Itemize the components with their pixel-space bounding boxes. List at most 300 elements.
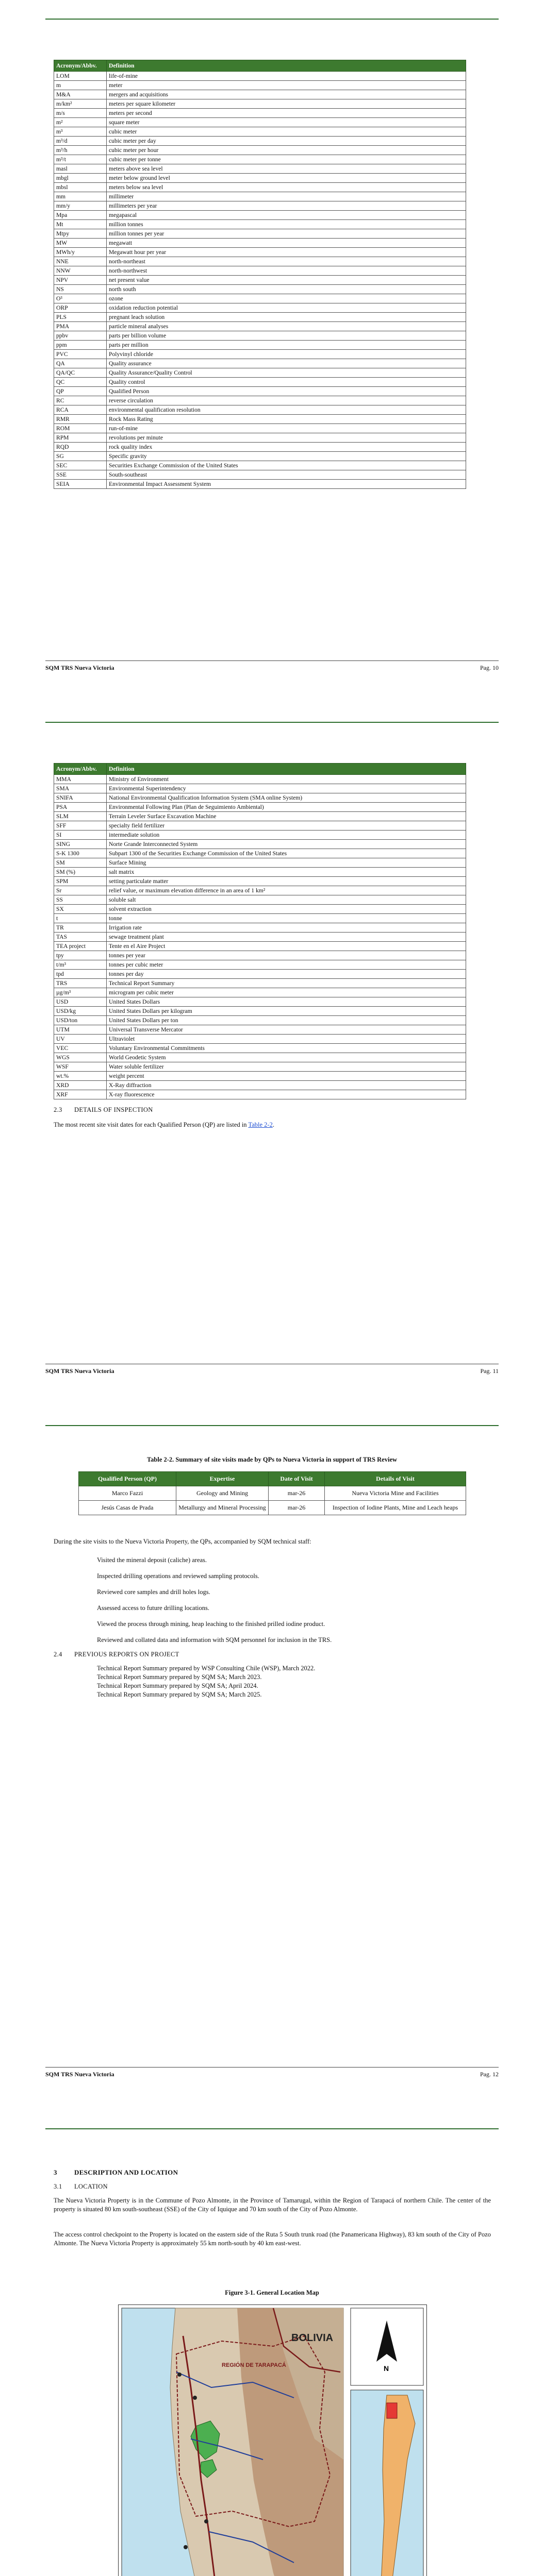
acronym-cell: QP bbox=[54, 387, 107, 396]
definition-cell: Ultraviolet bbox=[107, 1035, 466, 1044]
table-row bbox=[54, 461, 466, 470]
map-label-region: REGIÓN DE TARAPACÁ bbox=[222, 2362, 286, 2368]
definition-cell: reverse circulation bbox=[107, 396, 466, 405]
page-12 bbox=[0, 1406, 544, 2110]
table-row bbox=[54, 849, 466, 858]
definition-cell: Surface Mining bbox=[107, 858, 466, 868]
table-row bbox=[54, 1007, 466, 1016]
table-row bbox=[79, 1501, 466, 1515]
definition-cell: soluble salt bbox=[107, 895, 466, 905]
acronym-cell: SNIFA bbox=[54, 793, 107, 803]
list-item: Technical Report Summary prepared by SQM SA; March 2025. bbox=[97, 1691, 262, 1698]
definition-cell: Irrigation rate bbox=[107, 923, 466, 933]
page-footer bbox=[45, 660, 499, 674]
table-row bbox=[54, 970, 466, 979]
definition-cell: tonnes per year bbox=[107, 951, 466, 960]
definition-cell: cubic meter per tonne bbox=[107, 155, 466, 164]
table-row bbox=[54, 1053, 466, 1062]
definition-cell: cubic meter per day bbox=[107, 137, 466, 146]
acronym-cell: NNE bbox=[54, 257, 107, 266]
acronym-cell: PLS bbox=[54, 313, 107, 322]
table-row bbox=[54, 1081, 466, 1090]
table-row bbox=[54, 90, 466, 99]
acronym-cell: SX bbox=[54, 905, 107, 914]
acronym-cell: SG bbox=[54, 452, 107, 461]
site-visit-activities-list bbox=[97, 1556, 332, 1652]
section-heading-3-1: 3.1 LOCATION bbox=[54, 2183, 108, 2190]
table-caption: Table 2-2. Summary of site visits made by QPs to Nueva Victoria in support of TRS Review bbox=[146, 1456, 398, 1463]
definition-cell: cubic meter per hour bbox=[107, 146, 466, 155]
definition-cell: intermediate solution bbox=[107, 831, 466, 840]
definition-cell: World Geodetic System bbox=[107, 1053, 466, 1062]
table-row bbox=[54, 285, 466, 294]
definition-cell: Securities Exchange Commission of the United States bbox=[107, 461, 466, 470]
definition-cell: rock quality index bbox=[107, 443, 466, 452]
acronym-cell: m³/t bbox=[54, 155, 107, 164]
definition-cell: relief value, or maximum elevation difference in an area of 1 km² bbox=[107, 886, 466, 895]
definition-cell: tonnes per day bbox=[107, 970, 466, 979]
definition-cell: Specific gravity bbox=[107, 452, 466, 461]
acronym-cell: PMA bbox=[54, 322, 107, 331]
definition-cell: meters per second bbox=[107, 109, 466, 118]
acronym-cell: SS bbox=[54, 895, 107, 905]
acronym-cell: mm/y bbox=[54, 201, 107, 211]
general-location-map bbox=[118, 2304, 427, 2576]
table-row bbox=[54, 201, 466, 211]
acronym-cell: TAS bbox=[54, 933, 107, 942]
acronym-cell: µg/m³ bbox=[54, 988, 107, 997]
qp-expertise: Geology and Mining bbox=[176, 1486, 269, 1501]
acronym-cell: PSA bbox=[54, 803, 107, 812]
qp-name: Marco Fazzi bbox=[79, 1486, 176, 1501]
table-row bbox=[54, 303, 466, 313]
list-item: Technical Report Summary prepared by WSP Consulting Chile (WSP), March 2022. bbox=[97, 1665, 316, 1672]
definition-cell: north-northeast bbox=[107, 257, 466, 266]
settlement-icon bbox=[193, 2396, 197, 2400]
table-row bbox=[54, 960, 466, 970]
page-header-rule bbox=[45, 722, 499, 727]
inspection-paragraph: The most recent site visit dates for each Qualified Person (QP) are listed in Table 2-2. bbox=[54, 1121, 274, 1128]
table-row bbox=[54, 1016, 466, 1025]
acronym-cell: m³/d bbox=[54, 137, 107, 146]
page-header-rule bbox=[45, 2128, 499, 2133]
table-header-acronym: Acronym/Abbv. bbox=[54, 60, 107, 72]
definition-cell: megapascal bbox=[107, 211, 466, 220]
table-header-acronym: Acronym/Abbv. bbox=[54, 764, 107, 775]
definition-cell: north south bbox=[107, 285, 466, 294]
definition-cell: megawatt bbox=[107, 239, 466, 248]
definition-cell: square meter bbox=[107, 118, 466, 127]
definition-cell: Technical Report Summary bbox=[107, 979, 466, 988]
table-row bbox=[54, 266, 466, 276]
acronym-cell: MMA bbox=[54, 775, 107, 784]
settlement-icon bbox=[184, 2545, 188, 2549]
section-heading-2-3: 2.3 DETAILS OF INSPECTION bbox=[54, 1106, 153, 1113]
site-visits-table bbox=[78, 1471, 466, 1515]
table-row bbox=[54, 793, 466, 803]
page-13 bbox=[0, 2110, 544, 2576]
definition-cell: sewage treatment plant bbox=[107, 933, 466, 942]
page-number: Pag. 12 bbox=[480, 2071, 499, 2078]
table-header-expertise: Expertise bbox=[176, 1472, 269, 1486]
visit-date: mar-26 bbox=[269, 1486, 325, 1501]
acronym-cell: Mtpy bbox=[54, 229, 107, 239]
acronym-cell: XRF bbox=[54, 1090, 107, 1099]
table-row bbox=[54, 979, 466, 988]
acronym-cell: UTM bbox=[54, 1025, 107, 1035]
table-row bbox=[54, 452, 466, 461]
table-row bbox=[54, 812, 466, 821]
page-10 bbox=[0, 0, 544, 703]
acronym-cell: SI bbox=[54, 831, 107, 840]
table-row bbox=[54, 821, 466, 831]
table-row bbox=[54, 155, 466, 164]
acronym-cell: t bbox=[54, 914, 107, 923]
definition-cell: mergers and acquisitions bbox=[107, 90, 466, 99]
definition-cell: million tonnes bbox=[107, 220, 466, 229]
table-row bbox=[79, 1486, 466, 1501]
definition-cell: Megawatt hour per year bbox=[107, 248, 466, 257]
table-row bbox=[54, 239, 466, 248]
acronyms-table bbox=[54, 60, 466, 489]
table-row bbox=[54, 387, 466, 396]
acronym-cell: QC bbox=[54, 378, 107, 387]
acronym-cell: RCA bbox=[54, 405, 107, 415]
location-paragraph-2: The access control checkpoint to the Property is located on the eastern side of the Ruta 5 South trunk road (the Panamericana Highway), 83 km south of the City of Pozo Almonte. The Nueva Victoria Property is approximately 55 km north-south by 40 km east-west. bbox=[54, 2231, 491, 2247]
acronym-cell: RMR bbox=[54, 415, 107, 424]
definition-cell: meter bbox=[107, 81, 466, 90]
table-row bbox=[54, 480, 466, 489]
acronym-cell: QA/QC bbox=[54, 368, 107, 378]
qp-expertise: Metallurgy and Mineral Processing bbox=[176, 1501, 269, 1515]
previous-reports-list bbox=[97, 1664, 315, 1699]
acronym-cell: ppm bbox=[54, 341, 107, 350]
definition-cell: Quality assurance bbox=[107, 359, 466, 368]
acronym-cell: USD/ton bbox=[54, 1016, 107, 1025]
page-header-rule bbox=[45, 1425, 499, 1430]
footer-title: SQM TRS Nueva Victoria bbox=[45, 2071, 114, 2078]
table-row bbox=[54, 396, 466, 405]
table-row bbox=[54, 183, 466, 192]
definition-cell: Environmental Following Plan (Plan de Seguimiento Ambiental) bbox=[107, 803, 466, 812]
acronym-cell: USD bbox=[54, 997, 107, 1007]
definition-cell: Quality control bbox=[107, 378, 466, 387]
list-item: Visited the mineral deposit (caliche) areas. bbox=[97, 1556, 207, 1564]
north-label: N bbox=[384, 2364, 389, 2372]
inset-location-marker bbox=[387, 2403, 397, 2418]
table-row bbox=[54, 803, 466, 812]
acronym-cell: RPM bbox=[54, 433, 107, 443]
table-row bbox=[54, 192, 466, 201]
table-row bbox=[54, 211, 466, 220]
definition-cell: Qualified Person bbox=[107, 387, 466, 396]
definition-cell: net present value bbox=[107, 276, 466, 285]
table-row bbox=[54, 137, 466, 146]
definition-cell: meter below ground level bbox=[107, 174, 466, 183]
table-row bbox=[54, 405, 466, 415]
definition-cell: environmental qualification resolution bbox=[107, 405, 466, 415]
definition-cell: Voluntary Environmental Commitments bbox=[107, 1044, 466, 1053]
definition-cell: oxidation reduction potential bbox=[107, 303, 466, 313]
acronym-cell: VEC bbox=[54, 1044, 107, 1053]
table-row bbox=[54, 1044, 466, 1053]
definition-cell: tonne bbox=[107, 914, 466, 923]
acronym-cell: ORP bbox=[54, 303, 107, 313]
table-row bbox=[54, 331, 466, 341]
acronym-cell: TRS bbox=[54, 979, 107, 988]
definition-cell: tonnes per cubic meter bbox=[107, 960, 466, 970]
page-footer bbox=[45, 1364, 499, 1378]
table-row bbox=[54, 775, 466, 784]
acronym-cell: SSE bbox=[54, 470, 107, 480]
table-row bbox=[54, 1090, 466, 1099]
table-row bbox=[54, 1035, 466, 1044]
table-row bbox=[54, 951, 466, 960]
table-row bbox=[54, 840, 466, 849]
acronym-cell: WGS bbox=[54, 1053, 107, 1062]
acronym-cell: m/s bbox=[54, 109, 107, 118]
acronym-cell: RQD bbox=[54, 443, 107, 452]
qp-name: Jesús Casas de Prada bbox=[79, 1501, 176, 1515]
acronym-cell: SMA bbox=[54, 784, 107, 793]
acronym-cell: USD/kg bbox=[54, 1007, 107, 1016]
definition-cell: meters below sea level bbox=[107, 183, 466, 192]
acronym-cell: t/m³ bbox=[54, 960, 107, 970]
table-row bbox=[54, 174, 466, 183]
table-row bbox=[54, 1072, 466, 1081]
definition-cell: pregnant leach solution bbox=[107, 313, 466, 322]
acronym-cell: LOM bbox=[54, 72, 107, 81]
acronym-cell: tpy bbox=[54, 951, 107, 960]
acronym-cell: mbsl bbox=[54, 183, 107, 192]
table-row bbox=[54, 905, 466, 914]
acronym-cell: mm bbox=[54, 192, 107, 201]
table-row bbox=[54, 1025, 466, 1035]
definition-cell: weight percent bbox=[107, 1072, 466, 1081]
definition-cell: Water soluble fertilizer bbox=[107, 1062, 466, 1072]
site-visit-intro: During the site visits to the Nueva Victoria Property, the QPs, accompanied by SQM technical staff: bbox=[54, 1538, 311, 1545]
acronym-cell: PVC bbox=[54, 350, 107, 359]
definition-cell: solvent extraction bbox=[107, 905, 466, 914]
map-graphic bbox=[119, 2305, 426, 2576]
acronym-cell: m² bbox=[54, 118, 107, 127]
table-row bbox=[54, 72, 466, 81]
chapter-heading-3: 3 DESCRIPTION AND LOCATION bbox=[54, 2168, 178, 2176]
definition-cell: Polyvinyl chloride bbox=[107, 350, 466, 359]
definition-cell: Terrain Leveler Surface Excavation Machine bbox=[107, 812, 466, 821]
settlement-icon bbox=[177, 2372, 182, 2377]
definition-cell: South-southeast bbox=[107, 470, 466, 480]
page-number: Pag. 11 bbox=[480, 1367, 499, 1375]
page-footer bbox=[45, 2067, 499, 2081]
table-row bbox=[54, 257, 466, 266]
table-row bbox=[54, 470, 466, 480]
acronym-cell: m³/h bbox=[54, 146, 107, 155]
table-row bbox=[54, 350, 466, 359]
table-row bbox=[54, 127, 466, 137]
definition-cell: Tente en el Aire Project bbox=[107, 942, 466, 951]
table-row bbox=[54, 877, 466, 886]
list-item: Assessed access to future drilling locations. bbox=[97, 1604, 210, 1612]
definition-cell: north-northwest bbox=[107, 266, 466, 276]
table-row bbox=[54, 81, 466, 90]
acronym-cell: mbgl bbox=[54, 174, 107, 183]
table-row bbox=[54, 868, 466, 877]
acronym-cell: m bbox=[54, 81, 107, 90]
definition-cell: parts per million bbox=[107, 341, 466, 350]
table-row bbox=[54, 164, 466, 174]
acronym-cell: SM bbox=[54, 858, 107, 868]
visit-details: Nueva Victoria Mine and Facilities bbox=[325, 1486, 466, 1501]
acronym-cell: M&A bbox=[54, 90, 107, 99]
acronym-cell: ppbv bbox=[54, 331, 107, 341]
definition-cell: millimeter bbox=[107, 192, 466, 201]
definition-cell: Environmental Superintendency bbox=[107, 784, 466, 793]
acronym-cell: SING bbox=[54, 840, 107, 849]
definition-cell: millimeters per year bbox=[107, 201, 466, 211]
section-heading-2-4: 2.4 PREVIOUS REPORTS ON PROJECT bbox=[54, 1651, 179, 1658]
table-header-date: Date of Visit bbox=[269, 1472, 325, 1486]
table-header-definition: Definition bbox=[107, 764, 466, 775]
table-row bbox=[54, 443, 466, 452]
definition-cell: Quality Assurance/Quality Control bbox=[107, 368, 466, 378]
acronym-cell: masl bbox=[54, 164, 107, 174]
definition-cell: X-Ray diffraction bbox=[107, 1081, 466, 1090]
definition-cell: parts per billion volume bbox=[107, 331, 466, 341]
list-item: Reviewed core samples and drill holes logs. bbox=[97, 1588, 210, 1596]
table-row bbox=[54, 433, 466, 443]
acronym-cell: NNW bbox=[54, 266, 107, 276]
table-row bbox=[54, 933, 466, 942]
table-row bbox=[54, 99, 466, 109]
table-row bbox=[54, 341, 466, 350]
list-item: Technical Report Summary prepared by SQM SA; April 2024. bbox=[97, 1682, 258, 1689]
acronym-cell: MWh/y bbox=[54, 248, 107, 257]
table-row bbox=[54, 858, 466, 868]
definition-cell: cubic meter bbox=[107, 127, 466, 137]
table-row bbox=[54, 368, 466, 378]
definition-cell: million tonnes per year bbox=[107, 229, 466, 239]
table-row bbox=[54, 424, 466, 433]
definition-cell: salt matrix bbox=[107, 868, 466, 877]
table-row bbox=[54, 914, 466, 923]
table-row bbox=[54, 322, 466, 331]
footer-title: SQM TRS Nueva Victoria bbox=[45, 664, 114, 671]
page-11 bbox=[0, 703, 544, 1406]
acronym-cell: SPM bbox=[54, 877, 107, 886]
table-row bbox=[54, 886, 466, 895]
definition-cell: Environmental Impact Assessment System bbox=[107, 480, 466, 489]
visit-date: mar-26 bbox=[269, 1501, 325, 1515]
acronym-cell: Mt bbox=[54, 220, 107, 229]
table-row bbox=[54, 146, 466, 155]
acronym-cell: NPV bbox=[54, 276, 107, 285]
table-header-definition: Definition bbox=[107, 60, 466, 72]
acronym-cell: XRD bbox=[54, 1081, 107, 1090]
definition-cell: revolutions per minute bbox=[107, 433, 466, 443]
acronym-cell: O³ bbox=[54, 294, 107, 303]
acronym-cell: MW bbox=[54, 239, 107, 248]
acronyms-table bbox=[54, 763, 466, 1099]
table-row bbox=[54, 378, 466, 387]
table-row bbox=[54, 294, 466, 303]
acronym-cell: SLM bbox=[54, 812, 107, 821]
table-row bbox=[54, 359, 466, 368]
table-row bbox=[54, 109, 466, 118]
table-row bbox=[54, 831, 466, 840]
definition-cell: Subpart 1300 of the Securities Exchange Commission of the United States bbox=[107, 849, 466, 858]
acronym-cell: ROM bbox=[54, 424, 107, 433]
acronym-cell: UV bbox=[54, 1035, 107, 1044]
definition-cell: United States Dollars per ton bbox=[107, 1016, 466, 1025]
definition-cell: Universal Transverse Mercator bbox=[107, 1025, 466, 1035]
table-row bbox=[54, 895, 466, 905]
table-row bbox=[54, 118, 466, 127]
acronym-cell: m³ bbox=[54, 127, 107, 137]
figure-caption: Figure 3-1. General Location Map bbox=[225, 2289, 319, 2296]
table-row bbox=[54, 997, 466, 1007]
table-row bbox=[54, 229, 466, 239]
acronym-cell: Sr bbox=[54, 886, 107, 895]
acronym-cell: RC bbox=[54, 396, 107, 405]
table-row bbox=[54, 784, 466, 793]
definition-cell: particle mineral analyses bbox=[107, 322, 466, 331]
acronym-cell: wt.% bbox=[54, 1072, 107, 1081]
list-item: Reviewed and collated data and information with SQM personnel for inclusion in the TRS. bbox=[97, 1636, 332, 1643]
definition-cell: United States Dollars bbox=[107, 997, 466, 1007]
table-header-qp: Qualified Person (QP) bbox=[79, 1472, 176, 1486]
footer-title: SQM TRS Nueva Victoria bbox=[45, 1367, 114, 1375]
list-item: Inspected drilling operations and reviewed sampling protocols. bbox=[97, 1572, 259, 1580]
table-row bbox=[54, 220, 466, 229]
definition-cell: X-ray fluorescence bbox=[107, 1090, 466, 1099]
definition-cell: setting particulate matter bbox=[107, 877, 466, 886]
table-row bbox=[54, 276, 466, 285]
table-row bbox=[54, 248, 466, 257]
table-row bbox=[54, 923, 466, 933]
table-header-details: Details of Visit bbox=[325, 1472, 466, 1486]
list-item: Viewed the process through mining, heap leaching to the finished prilled iodine product. bbox=[97, 1620, 325, 1628]
definition-cell: ozone bbox=[107, 294, 466, 303]
acronym-cell: S-K 1300 bbox=[54, 849, 107, 858]
page-number: Pag. 10 bbox=[480, 664, 499, 671]
page-header-rule bbox=[45, 19, 499, 24]
definition-cell: meters per square kilometer bbox=[107, 99, 466, 109]
acronym-cell: SFF bbox=[54, 821, 107, 831]
definition-cell: run-of-mine bbox=[107, 424, 466, 433]
list-item: Technical Report Summary prepared by SQM SA; March 2023. bbox=[97, 1673, 262, 1681]
definition-cell: microgram per cubic meter bbox=[107, 988, 466, 997]
acronym-cell: SEIA bbox=[54, 480, 107, 489]
table-row bbox=[54, 988, 466, 997]
table-2-2-link[interactable]: Table 2-2 bbox=[248, 1121, 273, 1128]
table-row bbox=[54, 415, 466, 424]
definition-cell: United States Dollars per kilogram bbox=[107, 1007, 466, 1016]
definition-cell: Norte Grande Interconnected System bbox=[107, 840, 466, 849]
acronym-cell: WSF bbox=[54, 1062, 107, 1072]
table-row bbox=[54, 313, 466, 322]
acronym-cell: SM (%) bbox=[54, 868, 107, 877]
definition-cell: Rock Mass Rating bbox=[107, 415, 466, 424]
acronym-cell: NS bbox=[54, 285, 107, 294]
table-row bbox=[54, 942, 466, 951]
table-row bbox=[54, 1062, 466, 1072]
acronym-cell: QA bbox=[54, 359, 107, 368]
definition-cell: National Environmental Qualification Information System (SMA online System) bbox=[107, 793, 466, 803]
acronym-cell: TR bbox=[54, 923, 107, 933]
location-paragraph-1: The Nueva Victoria Property is in the Commune of Pozo Almonte, in the Province of Tamarugal, within the Region of Tarapacá of northern Chile. The center of the property is situated 80 km south-southeast (SSE) of the City of Iquique and 70 km south of the City of Pozo Almonte. bbox=[54, 2197, 491, 2213]
definition-cell: specialty field fertilizer bbox=[107, 821, 466, 831]
